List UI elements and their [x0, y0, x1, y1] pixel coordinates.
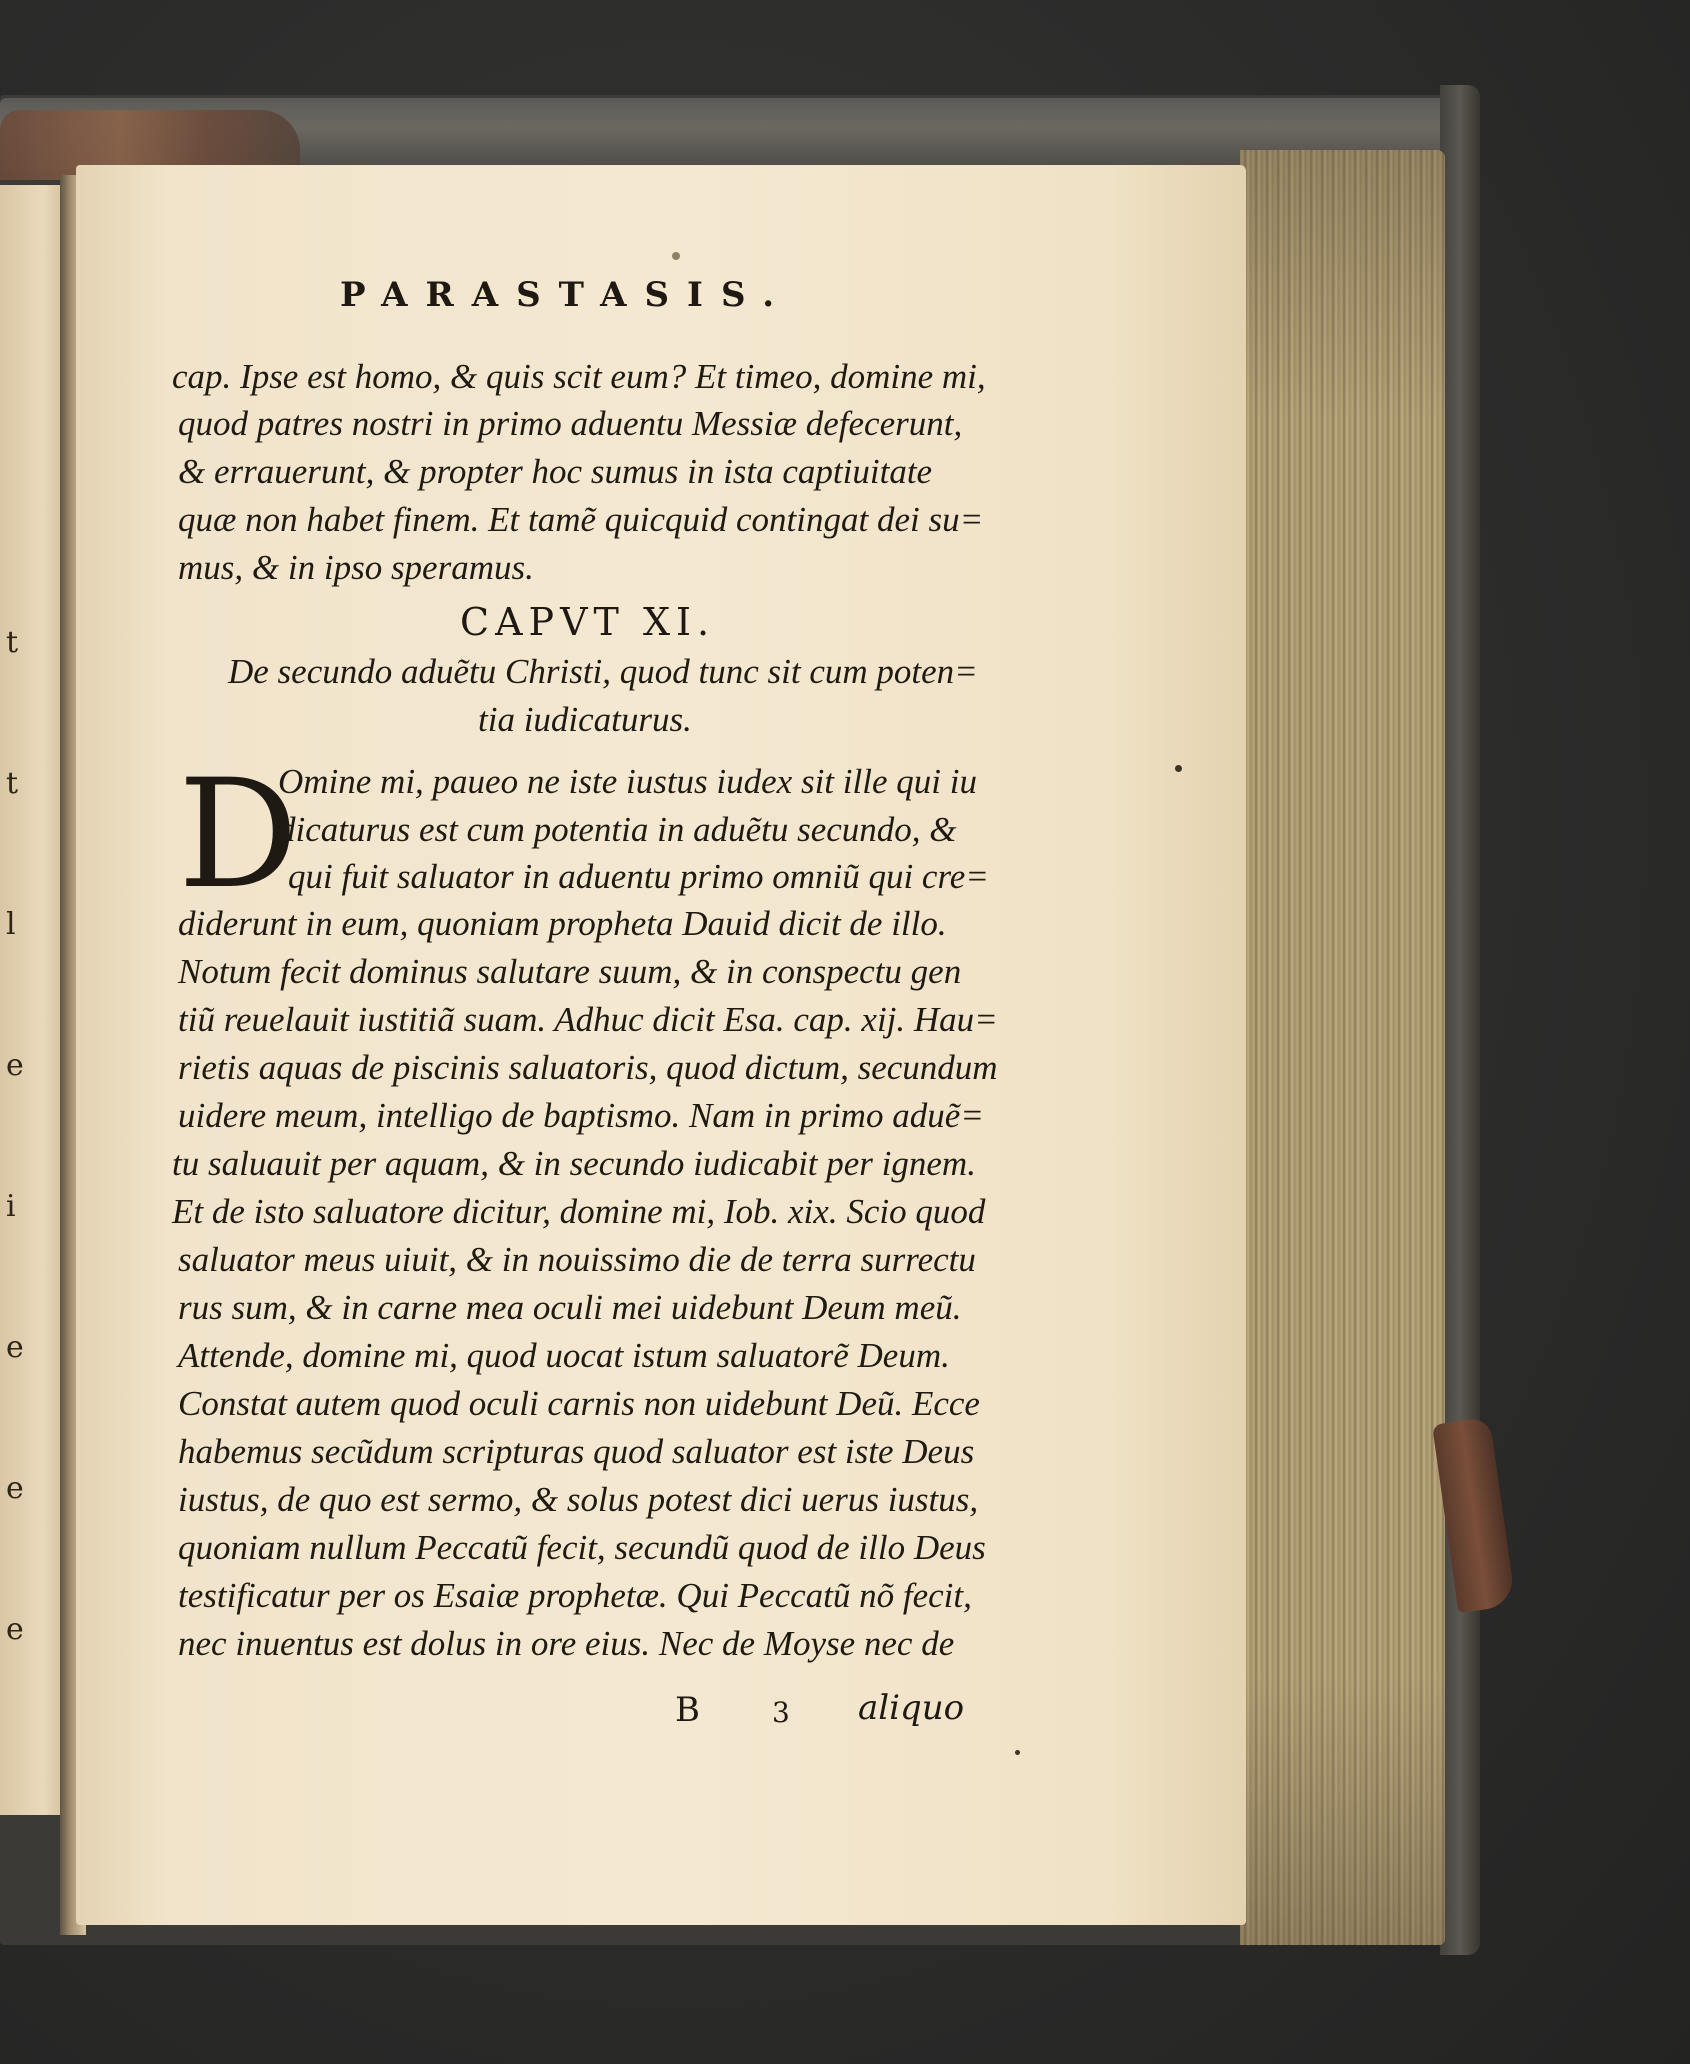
left-fragment: e	[6, 1048, 24, 1083]
text-line: tiũ reuelauit iustitiã suam. Adhuc dicit Esa. cap. xij. Hau=	[178, 1000, 998, 1039]
text-line: Attende, domine mi, quod uocat istum saluatorẽ Deum.	[178, 1336, 950, 1375]
chapter-summary-line: De secundo aduẽtu Christi, quod tunc sit cum poten=	[228, 652, 978, 691]
page-edges-shade	[1240, 150, 1445, 1945]
text-line: rus sum, & in carne mea oculi mei uidebunt Deum meũ.	[178, 1288, 962, 1327]
paper-speck	[672, 252, 680, 260]
paper-speck	[1175, 765, 1182, 772]
left-fragment: e	[6, 1330, 24, 1365]
text-line: cap. Ipse est homo, & quis scit eum? Et timeo, domine mi,	[172, 357, 986, 396]
book-right-board	[1440, 85, 1480, 1955]
chapter-title: CAPVT XI.	[460, 600, 716, 644]
text-line: Notum fecit dominus salutare suum, & in conspectu gen	[178, 952, 962, 991]
text-line: rietis aquas de piscinis saluatoris, quod dictum, secundum	[178, 1048, 998, 1087]
text-line: dicaturus est cum potentia in aduẽtu secundo, &	[278, 810, 957, 849]
paper-speck	[1015, 1750, 1020, 1755]
text-line: uidere meum, intelligo de baptismo. Nam in primo aduẽ=	[178, 1096, 984, 1135]
text-line: & errauerunt, & propter hoc sumus in ista captiuitate	[178, 452, 933, 491]
text-line: testificatur per os Esaiæ prophetæ. Qui Peccatũ nõ fecit,	[178, 1576, 972, 1615]
drop-cap: D	[178, 748, 299, 922]
left-fragment: l	[6, 907, 16, 942]
text-line: nec inuentus est dolus in ore eius. Nec de Moyse nec de	[178, 1624, 955, 1663]
text-line: Constat autem quod oculi carnis non uidebunt Deũ. Ecce	[178, 1384, 980, 1423]
left-page-fragments	[6, 525, 24, 1647]
left-fragment: t	[6, 766, 19, 801]
left-fragment: i	[6, 1189, 16, 1224]
text-line: saluator meus uiuit, & in nouissimo die de terra surrectu	[178, 1240, 976, 1279]
text-line: quoniam nullum Peccatũ fecit, secundũ quod de illo Deus	[178, 1528, 986, 1567]
text-line: quæ non habet finem. Et tamẽ quicquid contingat dei su=	[178, 500, 984, 539]
text-line: quod patres nostri in primo aduentu Messiæ defecerunt,	[178, 404, 963, 443]
text-line: tu saluauit per aquam, & in secundo iudicabit per ignem.	[172, 1144, 976, 1183]
chapter-summary-line: tia iudicaturus.	[478, 700, 692, 739]
text-line: Omine mi, paueo ne iste iustus iudex sit ille qui iu	[278, 762, 977, 801]
text-line: mus, & in ipso speramus.	[178, 548, 534, 587]
text-line: iustus, de quo est sermo, & solus potest dici uerus iustus,	[178, 1480, 979, 1519]
catchword: aliquo	[858, 1688, 965, 1728]
left-fragment: t	[6, 625, 19, 660]
text-line: diderunt in eum, quoniam propheta Dauid dicit de illo.	[178, 904, 947, 943]
running-head: PARASTASIS.	[340, 275, 793, 315]
signature-number: 3	[772, 1696, 790, 1729]
signature-mark: B	[675, 1690, 700, 1730]
left-fragment: e	[6, 1612, 24, 1647]
text-line: Et de isto saluatore dicitur, domine mi, Iob. xix. Scio quod	[172, 1192, 986, 1231]
left-fragment: e	[6, 1471, 24, 1506]
text-line: qui fuit saluator in aduentu primo omniũ qui cre=	[288, 857, 989, 896]
text-line: habemus secũdum scripturas quod saluator est iste Deus	[178, 1432, 975, 1471]
